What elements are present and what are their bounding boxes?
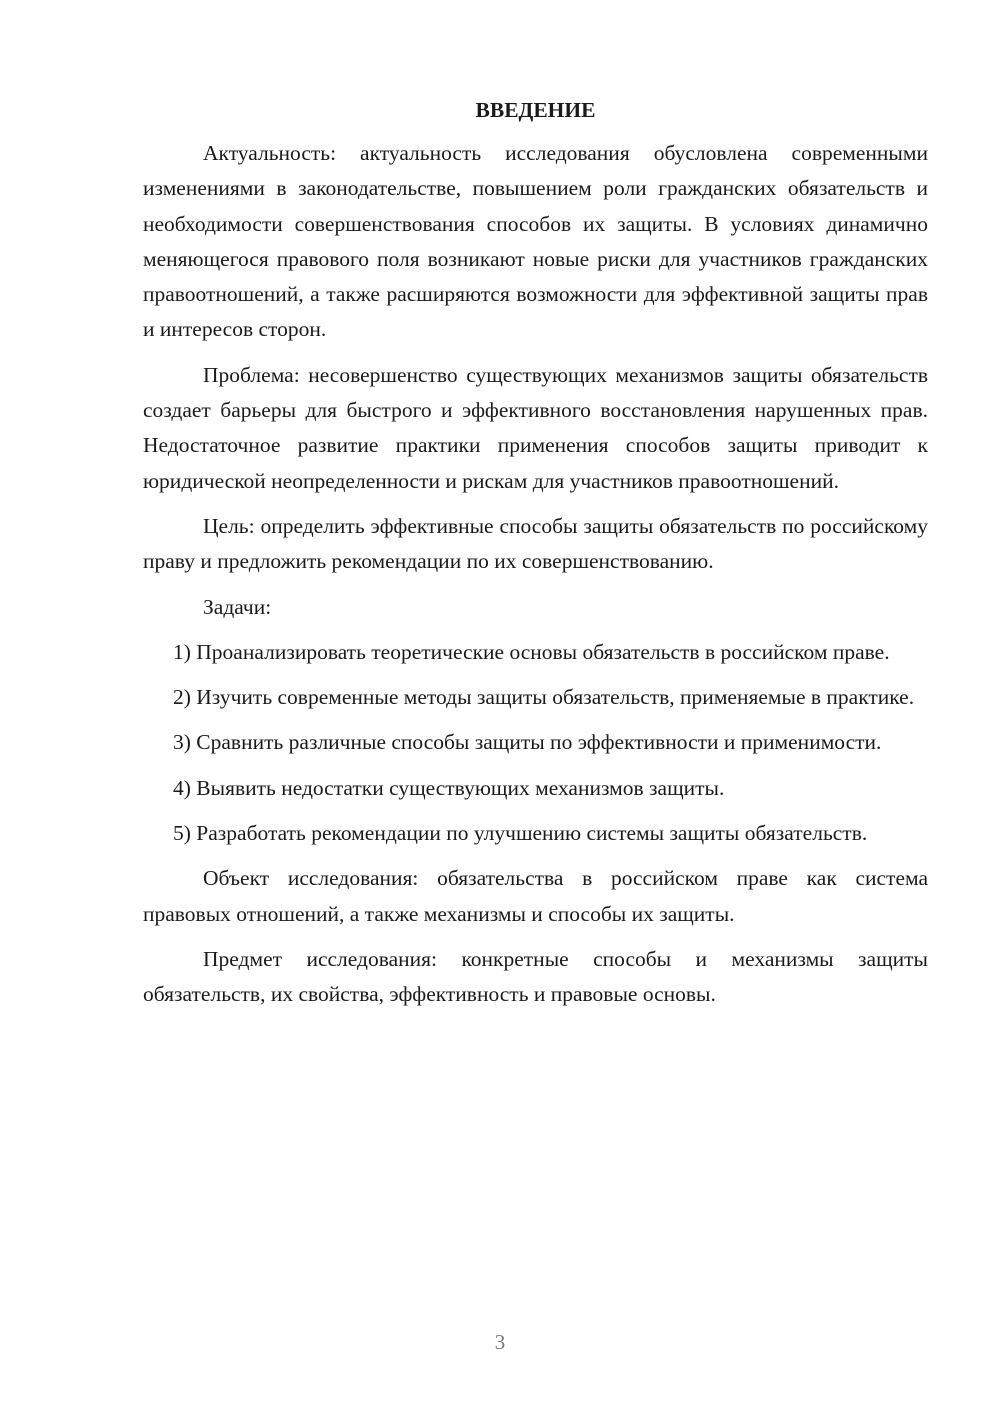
document-page (143, 92, 928, 1023)
task-item-5: 5) Разработать рекомендации по улучшению системы защиты обязательств. (173, 821, 868, 846)
tasks-heading: Задачи: (203, 594, 272, 619)
page-number: 3 (494, 1330, 506, 1354)
tasks-list (143, 635, 928, 851)
subject-paragraph: Предмет исследования: конкретные способы и механизмы защиты обязательств, их свойства, эффективность и правовые основы. (143, 946, 928, 1007)
relevance-paragraph: Актуальность: актуальность исследования обусловлена современными изменениями в законодательстве, повышением роли гражданских обязательств и необходимости совершенствования способов их защиты. В условиях динамично меняющегося правового поля возникают новые риски для участников гражданских правоотношений, а также расширяются возможности для эффективной защиты прав и интересов сторон. (143, 141, 928, 342)
task-item-1: 1) Проанализировать теоретические основы обязательств в российском праве. (173, 639, 890, 664)
task-item-2: 2) Изучить современные методы защиты обязательств, применяемые в практике. (173, 685, 915, 710)
task-item-4: 4) Выявить недостатки существующих механизмов защиты. (173, 775, 725, 800)
object-paragraph: Объект исследования: обязательства в российском праве как система правовых отношений, а также механизмы и способы их защиты. (143, 866, 928, 926)
document-title: ВВЕДЕНИЕ (475, 98, 596, 122)
task-item-3: 3) Сравнить различные способы защиты по эффективности и применимости. (173, 730, 882, 755)
problem-paragraph: Проблема: несовершенство существующих механизмов защиты обязательств создает барьеры для быстрого и эффективного восстановления нарушенных прав. Недостаточное развитие практики применения способов защиты приводит к юридической неопределенности и рискам для участников правоотношений. (143, 362, 928, 493)
goal-paragraph: Цель: определить эффективные способы защиты обязательств по российскому праву и предложить рекомендации по их совершенствованию. (143, 513, 928, 574)
